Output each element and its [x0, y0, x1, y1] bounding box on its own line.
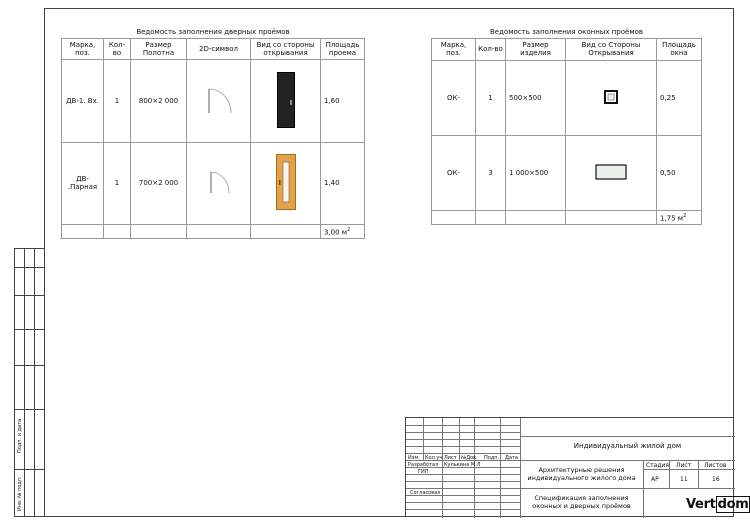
door-elevation	[251, 59, 321, 142]
stage-label: Стадия	[646, 462, 670, 469]
wide-window-icon	[595, 164, 627, 180]
title-block	[405, 417, 734, 517]
strip-inventory-label: Инв. № подл.	[17, 476, 23, 511]
binding-strip	[14, 248, 44, 517]
strip-sign-date-label: Подп. и дата	[17, 418, 23, 453]
door-2d-symbol	[187, 59, 251, 142]
col-data: Дата	[505, 455, 518, 461]
list-label: Лист	[676, 462, 692, 469]
col-list: Лист	[444, 455, 457, 461]
door-qty: 1	[104, 142, 131, 224]
table-row	[62, 142, 365, 224]
window-schedule-title: Ведомость заполнения оконных проёмов	[432, 26, 702, 38]
window-elevation	[566, 135, 657, 210]
door-swing-icon	[207, 169, 231, 195]
gip-label: ГИП	[418, 469, 429, 475]
door-header-view: Вид со стороны открывания	[251, 38, 321, 59]
door-swing-icon	[204, 85, 234, 115]
door-size: 700×2 000	[131, 142, 187, 224]
vertdom-logo: Vert dom	[686, 497, 749, 512]
door-mark: ДВ-1. Вх.	[62, 59, 104, 142]
window-header-size: Размер изделия	[506, 38, 566, 60]
window-header-view: Вид со Стороны Открывания	[566, 38, 657, 60]
window-size: 500×500	[506, 60, 566, 135]
door-qty: 1	[104, 59, 131, 142]
window-total-area: 1,75 $м^2$	[657, 210, 702, 224]
door-header-qty: Кол-во	[104, 38, 131, 59]
table-row	[432, 135, 702, 210]
window-mark: ОК-	[432, 135, 476, 210]
entrance-door-icon	[277, 72, 295, 128]
door-header-mark: Марка, поз.	[62, 38, 104, 59]
door-2d-symbol	[187, 142, 251, 224]
door-total-area: 3,00 $м^2$	[321, 224, 365, 238]
door-header-symbol: 2D-символ	[187, 38, 251, 59]
window-header-qty: Кол-во	[476, 38, 506, 60]
col-kol: Кол.уч	[425, 455, 443, 461]
soglasoval-label: Согласовал	[410, 490, 441, 496]
window-area: 0,50	[657, 135, 702, 210]
window-area: 0,25	[657, 60, 702, 135]
door-header-size: Размер Полотна	[131, 38, 187, 59]
author-name: Кулькина М.Л	[444, 462, 481, 468]
door-mark: ДВ- .Парная	[62, 142, 104, 224]
listov-value: 16	[712, 476, 720, 483]
list-value: 11	[680, 476, 688, 483]
table-row	[432, 60, 702, 135]
table-row	[62, 59, 365, 142]
window-qty: 3	[476, 135, 506, 210]
door-schedule-table	[61, 26, 365, 239]
col-podp: Подп.	[484, 455, 500, 461]
window-header-area: Площадь окна	[657, 38, 702, 60]
door-header-area: Площадь проема	[321, 38, 365, 59]
razrab-label: Разработал	[408, 462, 439, 468]
window-schedule-table	[431, 26, 702, 225]
window-header-mark: Марка, поз.	[432, 38, 476, 60]
listov-label: Листов	[704, 462, 727, 469]
window-elevation	[566, 60, 657, 135]
door-area: 1,60	[321, 59, 365, 142]
project-name: Индивидуальный жилой дом	[573, 442, 682, 450]
window-mark: ОК-	[432, 60, 476, 135]
sauna-door-icon	[276, 154, 296, 210]
door-schedule-title: Ведомость заполнения дверных проёмов	[62, 26, 365, 38]
window-size: 1 000×500	[506, 135, 566, 210]
door-elevation	[251, 142, 321, 224]
col-ndok: №Док.	[461, 455, 478, 461]
col-izm: Изм.	[408, 455, 420, 461]
door-area: 1,40	[321, 142, 365, 224]
door-size: 800×2 000	[131, 59, 187, 142]
sheet-title: Спецификация заполнения оконных и дверных проёмов	[532, 494, 631, 510]
section-name: Архитектурные решения индивидуального жилого дома	[527, 466, 636, 482]
small-window-icon	[604, 90, 618, 104]
stage-value: АР	[651, 476, 659, 483]
window-qty: 1	[476, 60, 506, 135]
